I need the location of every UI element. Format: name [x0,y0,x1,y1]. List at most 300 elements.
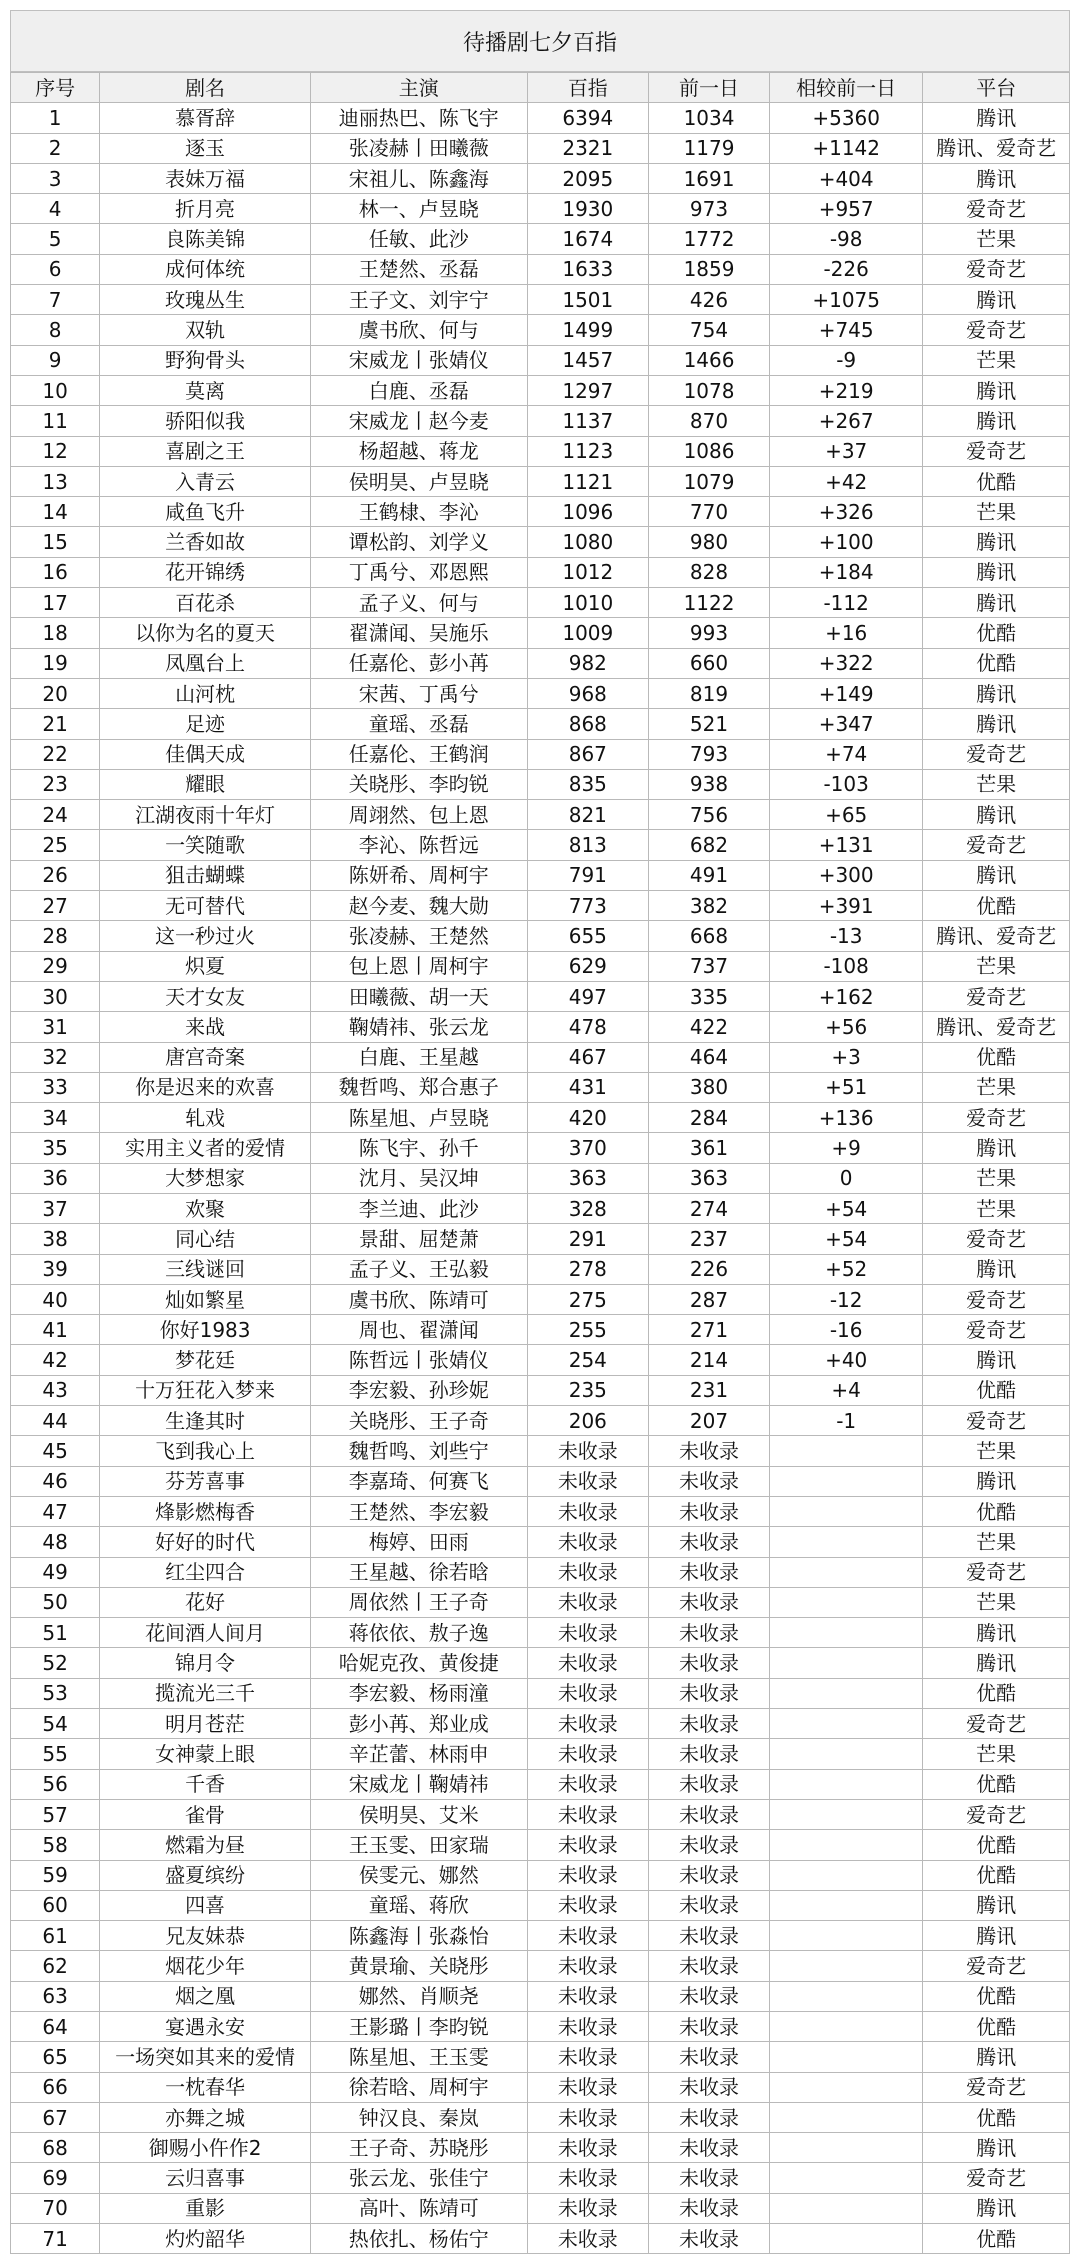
cell-index: 9 [11,345,100,375]
cell-previous-day: 819 [648,678,769,708]
cell-platform: 爱奇艺 [923,1284,1070,1314]
cell-index: 39 [11,1254,100,1284]
cell-index-value: 431 [527,1072,648,1102]
cell-index: 52 [11,1648,100,1678]
cell-previous-day: 938 [648,769,769,799]
cell-previous-day: 870 [648,406,769,436]
cell-index-value: 868 [527,709,648,739]
cell-cast: 李沁、陈哲远 [310,830,527,860]
cell-title: 云归喜事 [100,2163,311,2193]
cell-index-value: 未收录 [527,1830,648,1860]
cell-previous-day: 1034 [648,103,769,133]
cell-title: 好好的时代 [100,1527,311,1557]
cell-index-value: 未收录 [527,2133,648,2163]
cell-change: +267 [770,406,923,436]
cell-index-value: 1674 [527,224,648,254]
cell-index-value: 206 [527,1406,648,1436]
cell-title: 实用主义者的爱情 [100,1133,311,1163]
cell-platform: 腾讯 [923,709,1070,739]
header-title: 剧名 [100,73,311,103]
table-row [11,739,1070,769]
cell-index-value: 370 [527,1133,648,1163]
cell-cast: 辛芷蕾、林雨申 [310,1739,527,1769]
cell-title: 欢聚 [100,1193,311,1223]
cell-platform: 腾讯 [923,588,1070,618]
cell-index-value: 未收录 [527,1799,648,1829]
cell-title: 炽夏 [100,951,311,981]
cell-change: 0 [770,1163,923,1193]
cell-title: 生逢其时 [100,1406,311,1436]
cell-change: -112 [770,588,923,618]
cell-index: 41 [11,1315,100,1345]
cell-platform: 芒果 [923,497,1070,527]
cell-cast: 宋威龙丨鞠婧祎 [310,1769,527,1799]
cell-index: 49 [11,1557,100,1587]
cell-index-value: 未收录 [527,2102,648,2132]
cell-change [770,1466,923,1496]
cell-change: +37 [770,436,923,466]
cell-index: 21 [11,709,100,739]
cell-title: 花间酒人间月 [100,1618,311,1648]
cell-previous-day: 未收录 [648,2012,769,2042]
table-row [11,1709,1070,1739]
cell-change: +16 [770,618,923,648]
cell-index: 67 [11,2102,100,2132]
cell-platform: 优酷 [923,1860,1070,1890]
cell-index-value: 1010 [527,588,648,618]
cell-change: +136 [770,1103,923,1133]
cell-platform: 优酷 [923,1678,1070,1708]
cell-change: +5360 [770,103,923,133]
cell-cast: 周翊然、包上恩 [310,800,527,830]
cell-index: 12 [11,436,100,466]
cell-index: 68 [11,2133,100,2163]
cell-title: 宴遇永安 [100,2012,311,2042]
cell-index-value: 867 [527,739,648,769]
cell-platform: 优酷 [923,1375,1070,1405]
cell-change: -16 [770,1315,923,1345]
cell-index: 5 [11,224,100,254]
cell-title: 女神蒙上眼 [100,1739,311,1769]
cell-title: 兄友妹恭 [100,1921,311,1951]
cell-platform: 爱奇艺 [923,436,1070,466]
cell-change: +219 [770,375,923,405]
cell-index-value: 278 [527,1254,648,1284]
cell-platform: 优酷 [923,2102,1070,2132]
table-row [11,2072,1070,2102]
cell-change [770,1830,923,1860]
cell-previous-day: 1179 [648,133,769,163]
cell-index: 20 [11,678,100,708]
cell-cast: 任嘉伦、彭小苒 [310,648,527,678]
table-row [11,1103,1070,1133]
cell-cast: 杨超越、蒋龙 [310,436,527,466]
cell-platform: 芒果 [923,1163,1070,1193]
cell-index: 17 [11,588,100,618]
cell-previous-day: 1079 [648,466,769,496]
cell-cast: 魏哲鸣、刘些宁 [310,1436,527,1466]
cell-index: 28 [11,921,100,951]
cell-index: 34 [11,1103,100,1133]
table-row [11,1254,1070,1284]
cell-index: 66 [11,2072,100,2102]
cell-index-value: 未收录 [527,2072,648,2102]
cell-platform: 优酷 [923,1042,1070,1072]
cell-index-value: 773 [527,891,648,921]
cell-previous-day: 660 [648,648,769,678]
cell-cast: 任嘉伦、王鹤润 [310,739,527,769]
table-row [11,1345,1070,1375]
table-row [11,1557,1070,1587]
cell-previous-day: 754 [648,315,769,345]
cell-platform: 芒果 [923,1436,1070,1466]
cell-title: 一笑随歌 [100,830,311,860]
cell-cast: 丁禹兮、邓恩熙 [310,557,527,587]
cell-cast: 童瑶、丞磊 [310,709,527,739]
table-row [11,1587,1070,1617]
table-row [11,345,1070,375]
cell-title: 你好1983 [100,1315,311,1345]
cell-index: 60 [11,1890,100,1920]
cell-cast: 魏哲鸣、郑合惠子 [310,1072,527,1102]
cell-cast: 热依扎、杨佑宁 [310,2224,527,2254]
cell-index: 8 [11,315,100,345]
cell-change: -103 [770,769,923,799]
cell-cast: 王鹤棣、李沁 [310,497,527,527]
cell-title: 明月苍茫 [100,1709,311,1739]
cell-index-value: 2095 [527,163,648,193]
cell-index: 42 [11,1345,100,1375]
header-index: 序号 [11,73,100,103]
cell-change [770,1527,923,1557]
cell-change [770,1709,923,1739]
cell-index-value: 未收录 [527,1618,648,1648]
cell-change: +131 [770,830,923,860]
table-row [11,1042,1070,1072]
header-previous-day: 前一日 [648,73,769,103]
cell-platform: 腾讯 [923,1254,1070,1284]
cell-title: 灿如繁星 [100,1284,311,1314]
cell-platform: 芒果 [923,345,1070,375]
cell-change [770,2012,923,2042]
header-platform: 平台 [923,73,1070,103]
cell-change: +42 [770,466,923,496]
cell-platform: 爱奇艺 [923,981,1070,1011]
table-row [11,224,1070,254]
cell-index-value: 821 [527,800,648,830]
cell-change: -98 [770,224,923,254]
cell-index: 25 [11,830,100,860]
table-row [11,1436,1070,1466]
cell-title: 烟花少年 [100,1951,311,1981]
cell-cast: 陈哲远丨张婧仪 [310,1345,527,1375]
cell-cast: 张云龙、张佳宁 [310,2163,527,2193]
table-row [11,860,1070,890]
cell-index: 14 [11,497,100,527]
cell-previous-day: 未收录 [648,1618,769,1648]
cell-change [770,1436,923,1466]
cell-previous-day: 214 [648,1345,769,1375]
cell-previous-day: 未收录 [648,1799,769,1829]
cell-index: 10 [11,375,100,405]
cell-cast: 李宏毅、孙珍妮 [310,1375,527,1405]
cell-previous-day: 未收录 [648,2163,769,2193]
cell-index: 27 [11,891,100,921]
table-row [11,557,1070,587]
cell-index: 63 [11,1981,100,2011]
table-row [11,1284,1070,1314]
table-row [11,1527,1070,1557]
cell-index: 11 [11,406,100,436]
table-row [11,830,1070,860]
cell-cast: 关晓彤、李昀锐 [310,769,527,799]
table-row [11,1466,1070,1496]
cell-previous-day: 未收录 [648,2193,769,2223]
cell-index-value: 968 [527,678,648,708]
cell-title: 千香 [100,1769,311,1799]
cell-index-value: 未收录 [527,1709,648,1739]
cell-cast: 张凌赫、王楚然 [310,921,527,951]
cell-cast: 白鹿、王星越 [310,1042,527,1072]
cell-platform: 腾讯、爱奇艺 [923,921,1070,951]
cell-index-value: 未收录 [527,1860,648,1890]
cell-title: 野狗骨头 [100,345,311,375]
cell-cast: 白鹿、丞磊 [310,375,527,405]
cell-previous-day: 1691 [648,163,769,193]
cell-previous-day: 668 [648,921,769,951]
cell-title: 佳偶天成 [100,739,311,769]
cell-title: 成何体统 [100,254,311,284]
cell-cast: 鞠婧祎、张云龙 [310,1012,527,1042]
table-row [11,254,1070,284]
cell-index-value: 363 [527,1163,648,1193]
cell-platform: 爱奇艺 [923,315,1070,345]
cell-previous-day: 未收录 [648,1951,769,1981]
cell-change [770,2193,923,2223]
cell-title: 红尘四合 [100,1557,311,1587]
cell-previous-day: 未收录 [648,1466,769,1496]
cell-change: +957 [770,194,923,224]
cell-change [770,1678,923,1708]
cell-index-value: 未收录 [527,2193,648,2223]
table-row [11,921,1070,951]
cell-index-value: 1096 [527,497,648,527]
cell-platform: 腾讯 [923,1618,1070,1648]
cell-cast: 宋威龙丨赵今麦 [310,406,527,436]
cell-index: 58 [11,1830,100,1860]
cell-index-value: 291 [527,1224,648,1254]
cell-index: 33 [11,1072,100,1102]
cell-title: 骄阳似我 [100,406,311,436]
cell-index: 47 [11,1496,100,1526]
cell-index: 70 [11,2193,100,2223]
cell-change: -108 [770,951,923,981]
cell-title: 你是迟来的欢喜 [100,1072,311,1102]
cell-previous-day: 284 [648,1103,769,1133]
table-row [11,1921,1070,1951]
cell-index: 6 [11,254,100,284]
cell-index: 48 [11,1527,100,1557]
cell-change [770,1951,923,1981]
cell-index: 46 [11,1466,100,1496]
cell-index-value: 1930 [527,194,648,224]
cell-index-value: 1297 [527,375,648,405]
cell-previous-day: 1466 [648,345,769,375]
cell-previous-day: 335 [648,981,769,1011]
cell-platform: 腾讯 [923,1133,1070,1163]
cell-index-value: 275 [527,1284,648,1314]
table-row [11,1981,1070,2011]
cell-title: 山河枕 [100,678,311,708]
cell-cast: 高叶、陈靖可 [310,2193,527,2223]
cell-cast: 陈飞宇、孙千 [310,1133,527,1163]
cell-index-value: 791 [527,860,648,890]
cell-title: 盛夏缤纷 [100,1860,311,1890]
cell-index-value: 未收录 [527,1981,648,2011]
cell-title: 一场突如其来的爱情 [100,2042,311,2072]
cell-platform: 腾讯 [923,557,1070,587]
table-row [11,709,1070,739]
cell-previous-day: 未收录 [648,1496,769,1526]
cell-index-value: 未收录 [527,1951,648,1981]
cell-index-value: 420 [527,1103,648,1133]
cell-index-value: 255 [527,1315,648,1345]
cell-index: 53 [11,1678,100,1708]
cell-title: 重影 [100,2193,311,2223]
cell-change [770,2042,923,2072]
cell-platform: 爱奇艺 [923,1799,1070,1829]
table-row [11,981,1070,1011]
cell-title: 十万狂花入梦来 [100,1375,311,1405]
cell-title: 凤凰台上 [100,648,311,678]
cell-index: 35 [11,1133,100,1163]
cell-index: 45 [11,1436,100,1466]
table-row [11,1860,1070,1890]
cell-platform: 爱奇艺 [923,1709,1070,1739]
cell-index-value: 497 [527,981,648,1011]
cell-cast: 李兰迪、此沙 [310,1193,527,1223]
table-row [11,527,1070,557]
cell-index-value: 328 [527,1193,648,1223]
cell-cast: 王楚然、李宏毅 [310,1496,527,1526]
cell-platform: 爱奇艺 [923,739,1070,769]
cell-platform: 芒果 [923,1527,1070,1557]
cell-title: 咸鱼飞升 [100,497,311,527]
cell-previous-day: 1122 [648,588,769,618]
cell-platform: 爱奇艺 [923,194,1070,224]
cell-previous-day: 274 [648,1193,769,1223]
cell-change: +404 [770,163,923,193]
table-row [11,1163,1070,1193]
table-row [11,103,1070,133]
cell-index: 54 [11,1709,100,1739]
cell-cast: 周依然丨王子奇 [310,1587,527,1617]
cell-cast: 王子奇、苏晓彤 [310,2133,527,2163]
cell-title: 燃霜为昼 [100,1830,311,1860]
cell-previous-day: 380 [648,1072,769,1102]
cell-title: 江湖夜雨十年灯 [100,800,311,830]
table-row [11,1315,1070,1345]
cell-previous-day: 未收录 [648,1739,769,1769]
cell-index: 44 [11,1406,100,1436]
cell-index: 43 [11,1375,100,1405]
cell-previous-day: 未收录 [648,1436,769,1466]
cell-platform: 芒果 [923,1739,1070,1769]
cell-previous-day: 未收录 [648,2133,769,2163]
cell-title: 一枕春华 [100,2072,311,2102]
table-row [11,2042,1070,2072]
cell-title: 花好 [100,1587,311,1617]
cell-cast: 王子文、刘宇宁 [310,285,527,315]
cell-index-value: 1009 [527,618,648,648]
table-row [11,133,1070,163]
cell-title: 这一秒过火 [100,921,311,951]
table-row [11,1133,1070,1163]
table-row [11,2193,1070,2223]
cell-previous-day: 未收录 [648,1981,769,2011]
cell-index: 61 [11,1921,100,1951]
cell-title: 入青云 [100,466,311,496]
cell-previous-day: 793 [648,739,769,769]
cell-title: 锦月令 [100,1648,311,1678]
cell-change: +184 [770,557,923,587]
cell-cast: 孟子义、王弘毅 [310,1254,527,1284]
cell-platform: 爱奇艺 [923,1951,1070,1981]
cell-title: 以你为名的夏天 [100,618,311,648]
cell-index: 2 [11,133,100,163]
cell-title: 三线谜回 [100,1254,311,1284]
table-row [11,1890,1070,1920]
cell-index: 31 [11,1012,100,1042]
cell-index-value: 未收录 [527,2012,648,2042]
table-row [11,1769,1070,1799]
cell-previous-day: 226 [648,1254,769,1284]
cell-previous-day: 1086 [648,436,769,466]
cell-platform: 腾讯 [923,375,1070,405]
cell-platform: 腾讯 [923,800,1070,830]
table-row [11,1406,1070,1436]
cell-index: 69 [11,2163,100,2193]
cell-change [770,2133,923,2163]
cell-cast: 宋威龙丨张婧仪 [310,345,527,375]
table-row [11,1951,1070,1981]
table-row [11,2224,1070,2254]
cell-previous-day: 287 [648,1284,769,1314]
table-row [11,1830,1070,1860]
cell-title: 表妹万福 [100,163,311,193]
cell-change: +322 [770,648,923,678]
cell-platform: 芒果 [923,1587,1070,1617]
cell-change: +9 [770,1133,923,1163]
cell-change [770,1921,923,1951]
sheet-title: 待播剧七夕百指 [10,10,1070,72]
cell-cast: 宋茜、丁禹兮 [310,678,527,708]
table-row [11,678,1070,708]
cell-index: 51 [11,1618,100,1648]
table-row [11,194,1070,224]
cell-previous-day: 未收录 [648,1769,769,1799]
table-row [11,2163,1070,2193]
cell-title: 足迹 [100,709,311,739]
cell-index: 32 [11,1042,100,1072]
cell-previous-day: 422 [648,1012,769,1042]
cell-cast: 林一、卢昱晓 [310,194,527,224]
table-row [11,2102,1070,2132]
cell-cast: 王星越、徐若晗 [310,1557,527,1587]
cell-previous-day: 未收录 [648,2224,769,2254]
cell-title: 耀眼 [100,769,311,799]
cell-cast: 徐若晗、周柯宇 [310,2072,527,2102]
